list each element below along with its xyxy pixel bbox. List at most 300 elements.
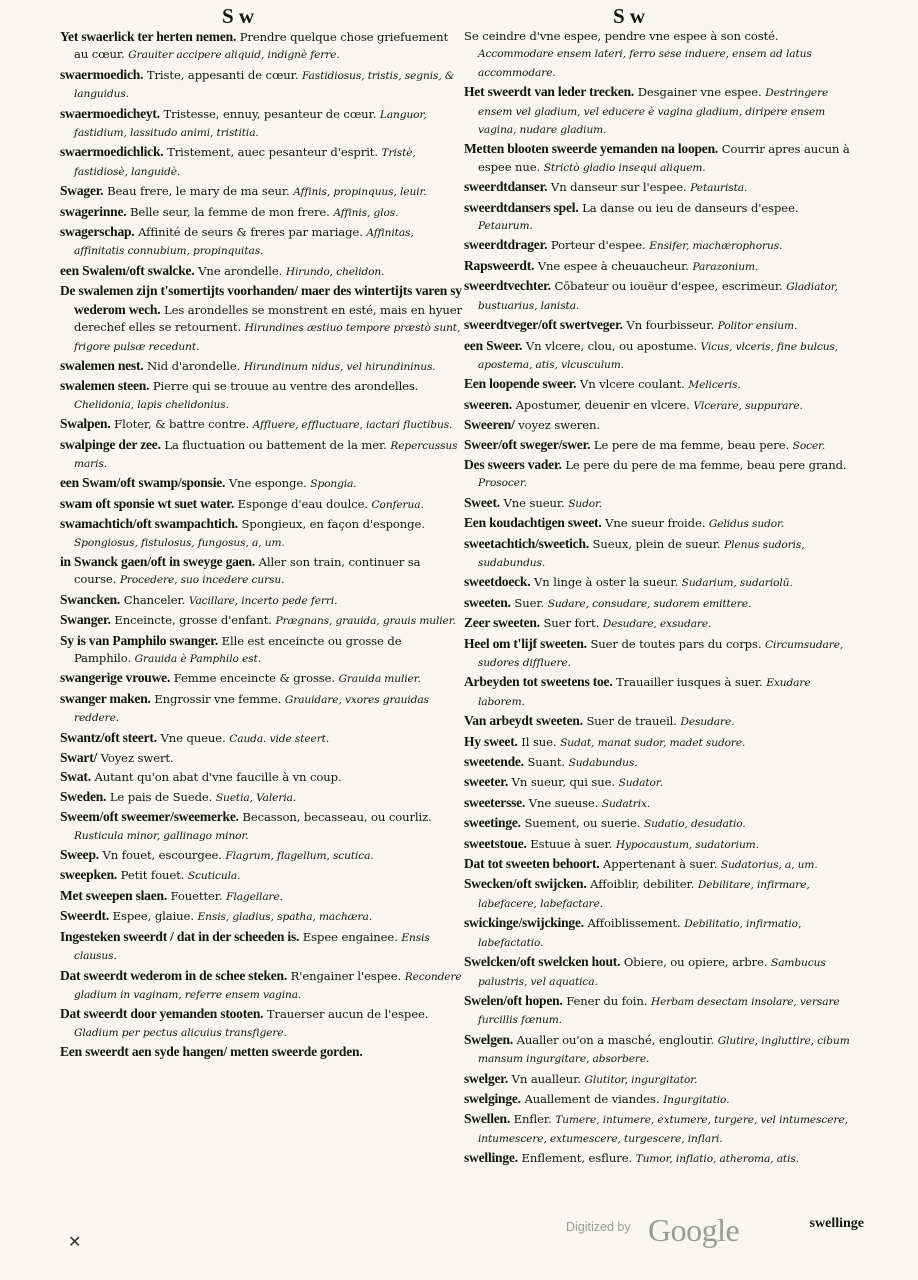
french-gloss: Le pere de ma femme, beau pere. xyxy=(593,437,790,452)
french-gloss: Chanceler. xyxy=(123,592,186,607)
french-gloss: Vne queue. xyxy=(160,730,226,745)
french-gloss: La danse ou ieu de danseurs d'espee. xyxy=(582,200,799,215)
french-gloss: Espee engainee. xyxy=(302,929,398,944)
french-gloss: Les arondelles se monstrent en esté, mais en hyuer derechef elles se retournent. xyxy=(74,302,462,335)
latin-gloss: Plenus sudoris, sudabundus. xyxy=(478,538,805,569)
french-gloss: Affoiblir, debiliter. xyxy=(590,877,695,892)
french-gloss: Vne sueur froide. xyxy=(605,516,706,531)
latin-gloss: Spongia. xyxy=(310,478,357,491)
headword: Swager. xyxy=(60,183,104,199)
latin-gloss: Gladiator, bustuarius, lanista. xyxy=(478,281,838,312)
latin-gloss: Sudare, consudare, sudorem emittere. xyxy=(547,597,752,610)
french-gloss: Espee, glaiue. xyxy=(112,909,194,924)
headword: Arbeyden tot sweetens toe. xyxy=(464,674,613,690)
latin-gloss: Affinis, propinquus, leuir. xyxy=(293,186,427,199)
dictionary-entry xyxy=(60,357,462,376)
headword: sweerdtveger/oft swertveger. xyxy=(464,317,623,333)
headword: swamachtich/oft swampachtich. xyxy=(60,516,238,532)
headword: sweeten. xyxy=(464,594,511,610)
dictionary-entry xyxy=(464,835,856,854)
dictionary-entry xyxy=(464,855,856,874)
dictionary-entry xyxy=(60,515,462,552)
latin-gloss: Hypocaustum, sudatorium. xyxy=(615,838,759,851)
headword: swagerinne. xyxy=(60,203,127,219)
french-gloss: Vn fourbisseur. xyxy=(626,318,715,333)
headword: Swancken. xyxy=(60,591,121,607)
headword: swanger maken. xyxy=(60,690,151,706)
dictionary-entry xyxy=(60,1005,462,1042)
french-gloss: Suement, ou suerie. xyxy=(524,816,641,831)
dictionary-entry xyxy=(60,66,462,104)
dictionary-entry xyxy=(464,712,856,731)
headword: Sy is van Pamphilo swanger. xyxy=(60,632,219,648)
latin-gloss: Debilitare, infirmare, labefacere, labefactare. xyxy=(478,879,810,910)
headword: Swantz/oft steert. xyxy=(60,729,157,745)
french-gloss: Fener du foin. xyxy=(566,993,648,1008)
dictionary-entry xyxy=(60,474,462,493)
headword: Des sweers vader. xyxy=(464,456,562,472)
dictionary-entry xyxy=(464,28,856,82)
french-gloss: Pierre qui se trouue au ventre des arondelles. xyxy=(152,379,419,394)
catchword: swellinge xyxy=(809,1216,864,1231)
dictionary-entry xyxy=(60,749,462,767)
headword: Rapsweerdt. xyxy=(464,257,535,273)
headword: Swelgen. xyxy=(464,1031,514,1047)
dictionary-entry xyxy=(60,28,462,65)
french-gloss: Enceincte, grosse d'enfant. xyxy=(114,613,272,628)
headword: Metten blooten sweerde yemanden na loopen. xyxy=(464,141,719,157)
headword: sweeter. xyxy=(464,774,509,790)
headword: swaermoedicheyt. xyxy=(60,105,160,121)
french-gloss: Beau frere, le mary de ma seur. xyxy=(107,184,290,199)
dictionary-entry xyxy=(464,456,856,493)
headword: Met sweepen slaen. xyxy=(60,887,168,903)
dictionary-entry xyxy=(464,199,856,236)
french-gloss: Vn aualleur. xyxy=(511,1071,581,1086)
dictionary-entry xyxy=(60,846,462,865)
headword: swangerige vrouwe. xyxy=(60,670,171,686)
latin-gloss: Prægnans, grauida, grauis mulier. xyxy=(275,615,456,628)
headword: Yet swaerlick ter herten nemen. xyxy=(60,29,237,44)
latin-gloss: Flagellare. xyxy=(226,890,283,903)
latin-gloss: Grauida è Pamphilo est. xyxy=(134,653,261,665)
headword: Heel om t'lijf sweeten. xyxy=(464,635,587,651)
french-gloss: Obiere, ou opiere, arbre. xyxy=(623,955,768,970)
french-gloss: R'engainer l'espee. xyxy=(290,968,402,983)
french-gloss: Suer de traueil. xyxy=(586,714,677,729)
headword: swellinge. xyxy=(464,1150,518,1166)
french-gloss: Vne esponge. xyxy=(228,476,307,491)
latin-gloss: Sudat, manat sudor, madet sudore. xyxy=(560,736,746,749)
dictionary-entry xyxy=(464,140,856,177)
dictionary-entry xyxy=(60,203,462,222)
headword: swaermoedichlick. xyxy=(60,144,164,160)
dictionary-entry xyxy=(464,1090,856,1109)
french-gloss: Auallement de viandes. xyxy=(524,1091,660,1106)
headword: sweetende. xyxy=(464,754,524,770)
headword: een Swam/oft swamp/sponsie. xyxy=(60,475,226,491)
right-signature: S w xyxy=(613,4,646,28)
left-signature: S w xyxy=(222,4,255,28)
headword: Hy sweet. xyxy=(464,733,518,749)
french-gloss: Vne espee à cheuaucheur. xyxy=(537,258,689,273)
dictionary-entry xyxy=(60,1043,462,1061)
french-gloss: Aller son train, continuer sa course. xyxy=(74,554,421,587)
dictionary-entry xyxy=(464,992,856,1030)
dictionary-entry xyxy=(464,914,856,952)
latin-gloss: Prosocer. xyxy=(478,477,527,490)
headword: Sweer/oft sweger/swer. xyxy=(464,436,591,452)
latin-gloss: Tumere, intumere, extumere, turgere, vel intumescere, intumescere, extumescere, turgescere, inflari. xyxy=(478,1114,848,1145)
headword: Dat sweerdt door yemanden stooten. xyxy=(60,1006,264,1022)
latin-gloss: Conferua. xyxy=(371,498,424,511)
latin-gloss: Spongiosus, fistulosus, fungosus, a, um. xyxy=(74,536,285,549)
latin-gloss: Languor, fastidium, lassitudo animi, tristitia. xyxy=(74,108,427,140)
dictionary-entry xyxy=(464,178,856,197)
french-gloss: Sueux, plein de sueur. xyxy=(592,536,721,551)
headword: Het sweerdt van leder trecken. xyxy=(464,84,635,100)
latin-gloss: Rusticula minor, gallinago minor. xyxy=(74,829,249,842)
french-gloss: Le pere du pere de ma femme, beau pere grand. xyxy=(565,457,847,472)
headword: Een koudachtigen sweet. xyxy=(464,515,602,531)
latin-gloss: Petaurum. xyxy=(478,220,533,233)
french-gloss: Porteur d'espee. xyxy=(550,238,646,253)
dictionary-entry xyxy=(60,591,462,610)
headword: Een sweerdt aen syde hangen/ metten sweerde gorden. xyxy=(60,1044,363,1060)
headword: Sweden. xyxy=(60,788,107,804)
headword: Swellen. xyxy=(464,1111,511,1127)
latin-gloss: Affinitas, affinitatis connubium, propinquitas. xyxy=(74,227,414,258)
dictionary-entry xyxy=(464,875,856,913)
headword: swickinge/swijckinge. xyxy=(464,915,584,931)
headword: sweepken. xyxy=(60,867,118,883)
french-gloss: Becasson, becasseau, ou courliz. xyxy=(242,810,432,825)
latin-gloss: Debilitatio, infirmatio, labefactatio. xyxy=(478,918,802,949)
dictionary-entry xyxy=(60,669,462,688)
headword: een Swalem/oft swalcke. xyxy=(60,262,195,278)
dictionary-entry xyxy=(464,83,856,139)
dictionary-entry xyxy=(464,316,856,335)
dictionary-entry xyxy=(464,236,856,255)
french-gloss: Enfler. xyxy=(513,1112,552,1127)
latin-gloss: Sambucus palustris, vel aquatica. xyxy=(478,957,826,988)
dictionary-entry xyxy=(60,105,462,143)
latin-gloss: Suetia, Valeria. xyxy=(215,791,297,804)
dictionary-entry xyxy=(60,866,462,885)
french-gloss: Tristesse, ennuy, pesanteur de cœur. xyxy=(163,106,377,121)
french-gloss: Floter, & battre contre. xyxy=(114,417,250,432)
dictionary-entry xyxy=(464,416,856,434)
french-gloss: Vn sueur, qui sue. xyxy=(511,775,615,790)
latin-gloss: Hirundines æstiuo tempore præstò sunt, frigore pulsæ recedunt. xyxy=(74,322,461,353)
dictionary-entry xyxy=(60,611,462,630)
french-gloss: Vn vlcere coulant. xyxy=(579,377,685,392)
headword: in Swanck gaen/oft in sweyge gaen. xyxy=(60,553,255,569)
dictionary-entry xyxy=(464,635,856,673)
french-gloss: Voyez swert. xyxy=(100,751,174,766)
latin-gloss: Desudare. xyxy=(680,716,735,729)
latin-gloss: Ingurgitatio. xyxy=(663,1093,730,1106)
french-gloss: Vn vlcere, clou, ou apostume. xyxy=(525,338,697,353)
dictionary-entry xyxy=(464,375,856,394)
latin-gloss: Tumor, inflatio, atheroma, atis. xyxy=(635,1153,799,1166)
dictionary-entry xyxy=(464,594,856,613)
latin-gloss: Glutitor, ingurgitator. xyxy=(584,1073,698,1086)
headword: Sweep. xyxy=(60,847,99,863)
headword: Sweem/oft sweemer/sweemerke. xyxy=(60,809,239,825)
margin-mark: ✕ xyxy=(68,1232,82,1251)
latin-gloss: Chelidonia, lapis chelidonius. xyxy=(74,398,229,411)
latin-gloss: Socer. xyxy=(792,439,826,452)
latin-gloss: Sudatrix. xyxy=(601,797,651,810)
digitized-by-label: Digitized by xyxy=(566,1220,631,1234)
latin-gloss: Grauida mulier. xyxy=(338,673,421,686)
headword: sweerdtdrager. xyxy=(464,237,548,253)
headword: Swelcken/oft swelcken hout. xyxy=(464,954,621,970)
right-column xyxy=(464,28,856,1170)
french-gloss: Suant. xyxy=(527,755,565,770)
dictionary-entry xyxy=(60,928,462,966)
latin-gloss: Desudare, exsudare. xyxy=(602,618,712,631)
latin-gloss: Vicus, vlceris, fine bulcus, apostema, atis, vlcusculum. xyxy=(478,340,839,371)
latin-gloss: Herbam desectam insolare, versare furcillis fœnum. xyxy=(478,995,840,1027)
french-gloss: Fouetter. xyxy=(170,888,223,903)
dictionary-entry xyxy=(464,337,856,375)
latin-gloss: Destringere ensem vel gladium, vel educere è vagina gladium, diripere ensem vagina, nudare gladium. xyxy=(478,87,829,137)
headword: swelginge. xyxy=(464,1090,521,1106)
headword: Swat. xyxy=(60,769,91,785)
latin-gloss: Exudare laborem. xyxy=(478,677,811,708)
french-gloss: Nid d'arondelle. xyxy=(147,358,241,373)
french-gloss: Elle est enceincte ou grosse de Pamphilo. xyxy=(74,633,402,665)
latin-gloss: Gelidus sudor. xyxy=(708,518,785,531)
french-gloss: Trauerser aucun de l'espee. xyxy=(266,1007,429,1022)
latin-gloss: Affinis, glos. xyxy=(333,206,399,219)
headword: Van arbeydt sweeten. xyxy=(464,713,583,729)
french-gloss: Estuue à suer. xyxy=(530,836,613,851)
headword: De swalemen zijn t'somertijts voorhanden/ maer des wintertijts varen sy wederom wech. xyxy=(60,283,462,317)
latin-gloss: Parazonium. xyxy=(692,260,759,273)
headword: Swecken/oft swijcken. xyxy=(464,876,587,892)
headword: sweetdoeck. xyxy=(464,574,531,590)
latin-gloss: Strictò gladio insequi aliquem. xyxy=(543,161,706,174)
french-gloss: Engrossir vne femme. xyxy=(154,691,282,706)
french-gloss: La fluctuation ou battement de la mer. xyxy=(164,437,387,452)
french-gloss: Affinité de seurs & freres par mariage. xyxy=(138,225,363,240)
headword: een Sweer. xyxy=(464,337,523,353)
dictionary-entry xyxy=(464,573,856,592)
headword: Swart/ xyxy=(60,750,98,766)
french-gloss: Vne sueur. xyxy=(503,495,565,510)
french-gloss: Femme enceincte & grosse. xyxy=(173,671,335,686)
dictionary-entry xyxy=(464,753,856,772)
french-gloss: Suer de toutes pars du corps. xyxy=(590,636,762,651)
dictionary-entry xyxy=(464,494,856,513)
latin-gloss: Hirundinum nidus, vel hirundininus. xyxy=(243,360,436,373)
dictionary-entry xyxy=(60,887,462,906)
headword: sweeren. xyxy=(464,396,513,412)
headword: swalemen steen. xyxy=(60,378,150,394)
left-column xyxy=(60,28,462,1063)
dictionary-entry xyxy=(60,262,462,281)
french-gloss: Affoiblissement. xyxy=(587,916,681,931)
headword: swaermoedich. xyxy=(60,66,144,82)
headword: swalemen nest. xyxy=(60,357,144,373)
headword: swalpinge der zee. xyxy=(60,436,161,452)
latin-gloss: Fastidiosus, tristis, segnis, & languidus. xyxy=(74,69,455,101)
french-gloss: Courrir apres aucun à espee nue. xyxy=(478,142,850,174)
french-gloss: Vne arondelle. xyxy=(198,263,283,278)
dictionary-entry xyxy=(464,814,856,833)
dictionary-entry xyxy=(60,553,462,590)
dictionary-entry xyxy=(464,614,856,633)
dictionary-entry xyxy=(60,143,462,181)
latin-gloss: Accommodare ensem lateri, ferro sese induere, ensem ad latus accommodare. xyxy=(478,48,812,79)
dictionary-entry xyxy=(464,1070,856,1089)
headword: sweerdtdanser. xyxy=(464,179,548,195)
google-watermark: Google xyxy=(648,1212,740,1248)
french-gloss: Suer. xyxy=(514,595,545,610)
headword: Zeer sweeten. xyxy=(464,615,540,631)
headword: Swanger. xyxy=(60,612,111,628)
headword: Swelen/oft hopen. xyxy=(464,992,563,1008)
french-gloss: Aualler ou'on a masché, engloutir. xyxy=(516,1032,715,1047)
page-header xyxy=(0,4,918,30)
dictionary-entry xyxy=(464,277,856,315)
dictionary-entry xyxy=(464,514,856,533)
latin-gloss: Petaurista. xyxy=(690,182,748,195)
dictionary-entry xyxy=(60,729,462,748)
latin-gloss: Procedere, suo incedere cursu. xyxy=(119,574,285,587)
dictionary-entry xyxy=(464,535,856,573)
dictionary-entry xyxy=(464,773,856,792)
headword: sweetinge. xyxy=(464,815,521,831)
dictionary-entry xyxy=(60,436,462,474)
dictionary-entry xyxy=(60,690,462,728)
latin-gloss: Meliceris. xyxy=(688,379,741,392)
french-gloss: Spongieux, en façon d'esponge. xyxy=(241,517,425,532)
french-gloss: Appertenant à suer. xyxy=(603,857,718,872)
latin-gloss: Grauidare, vxores grauidas reddere. xyxy=(74,693,429,725)
latin-gloss: Recondere gladium in vaginam, referre ensem vagina. xyxy=(74,970,462,1001)
latin-gloss: Ensis clausus. xyxy=(74,931,430,963)
latin-gloss: Flagrum, flagellum, scutica. xyxy=(225,850,374,863)
dictionary-entry xyxy=(464,1149,856,1168)
latin-gloss: Grauiter accipere aliquid, indignè ferre. xyxy=(128,49,340,62)
latin-gloss: Gladium per pectus alicuius transfigere. xyxy=(74,1026,287,1039)
headword: swagerschap. xyxy=(60,224,135,240)
dictionary-entry xyxy=(60,907,462,926)
latin-gloss: Repercussus maris. xyxy=(74,439,458,470)
latin-gloss: Scuticula. xyxy=(187,870,241,883)
dictionary-entry xyxy=(464,396,856,415)
dictionary-entry xyxy=(464,794,856,813)
latin-gloss: Sudarium, sudariolū. xyxy=(681,577,793,590)
dictionary-entry xyxy=(464,436,856,455)
dictionary-entry xyxy=(464,1110,856,1148)
latin-gloss: Tristè, fastidiosè, languidè. xyxy=(74,147,416,178)
french-gloss: Trauailler iusques à suer. xyxy=(616,675,763,690)
latin-gloss: Cauda. vide steert. xyxy=(229,732,330,745)
french-gloss: Se ceindre d'vne espee, pendre vne espee à son costé. xyxy=(464,29,779,43)
dictionary-entry xyxy=(60,282,462,356)
dictionary-entry xyxy=(60,495,462,514)
french-gloss: Belle seur, la femme de mon frere. xyxy=(130,204,330,219)
french-gloss: Autant qu'on abat d'vne faucille à vn coup. xyxy=(94,770,342,785)
dictionary-entry xyxy=(464,1031,856,1069)
headword: sweerdtdansers spel. xyxy=(464,199,579,215)
headword: sweetachtich/sweetich. xyxy=(464,535,589,551)
headword: Swalpen. xyxy=(60,416,111,432)
french-gloss: Il sue. xyxy=(521,734,557,749)
latin-gloss: Sudatio, desudatio. xyxy=(643,818,746,831)
latin-gloss: Politor ensium. xyxy=(717,320,798,333)
headword: Een loopende sweer. xyxy=(464,376,577,392)
dictionary-entry xyxy=(60,632,462,669)
french-gloss: Vn danseur sur l'espee. xyxy=(550,180,687,195)
dictionary-entry xyxy=(60,788,462,807)
dictionary-entry xyxy=(464,257,856,276)
french-gloss: Vn fouet, escourgee. xyxy=(102,848,222,863)
latin-gloss: Glutire, ingluttire, cibum mansum ingurgitare, absorbere. xyxy=(478,1034,850,1066)
french-gloss: Esponge d'eau doulce. xyxy=(237,496,368,511)
latin-gloss: Sudatorius, a, um. xyxy=(720,859,818,872)
french-gloss: Apostumer, deuenir en vlcere. xyxy=(515,397,690,412)
dictionary-entry xyxy=(60,182,462,201)
french-gloss: Vn linge à oster la sueur. xyxy=(534,575,679,590)
latin-gloss: Vacillare, incerto pede ferri. xyxy=(188,594,338,607)
headword: Sweeren/ xyxy=(464,417,515,433)
french-gloss: Prendre quelque chose griefuement au cœur. xyxy=(74,30,449,62)
dictionary-entry xyxy=(60,415,462,434)
headword: swelger. xyxy=(464,1070,509,1086)
french-gloss: Le pais de Suede. xyxy=(109,789,213,804)
latin-gloss: Ensifer, machærophorus. xyxy=(649,240,783,253)
dictionary-entry xyxy=(464,733,856,752)
headword: sweetersse. xyxy=(464,794,526,810)
french-gloss: Vne sueuse. xyxy=(528,795,599,810)
dictionary-entry xyxy=(464,953,856,991)
latin-gloss: Circumsudare, sudores diffluere. xyxy=(478,638,844,669)
dictionary-entry xyxy=(60,967,462,1005)
latin-gloss: Sudor. xyxy=(568,497,603,510)
dictionary-entry xyxy=(60,377,462,414)
dictionary-entry xyxy=(60,808,462,845)
french-gloss: Desgainer vne espee. xyxy=(637,85,762,100)
dictionary-entry xyxy=(60,223,462,261)
latin-gloss: Ensis, gladius, spatha, machæra. xyxy=(197,911,372,924)
headword: Sweet. xyxy=(464,494,500,510)
french-gloss: voyez sweren. xyxy=(518,418,600,433)
headword: Sweerdt. xyxy=(60,908,110,924)
french-gloss: Suer fort. xyxy=(543,616,600,631)
dictionary-entry xyxy=(464,673,856,711)
headword: swam oft sponsie wt suet water. xyxy=(60,495,235,511)
french-gloss: Cōbateur ou iouëur d'espee, escrimeur. xyxy=(554,279,783,294)
french-gloss: Triste, appesanti de cœur. xyxy=(146,67,299,82)
headword: Ingesteken sweerdt / dat in der scheeden is. xyxy=(60,928,300,944)
french-gloss: Tristement, auec pesanteur d'esprit. xyxy=(167,145,378,160)
french-gloss: Enflement, esflure. xyxy=(521,1151,633,1166)
headword: Dat tot sweeten behoort. xyxy=(464,856,600,872)
dictionary-entry xyxy=(60,768,462,786)
french-gloss: Petit fouet. xyxy=(120,868,185,883)
latin-gloss: Affluere, effluctuare, iactari fluctibus. xyxy=(252,419,453,432)
latin-gloss: Hirundo, chelidon. xyxy=(285,265,385,278)
headword: Dat sweerdt wederom in de schee steken. xyxy=(60,967,288,983)
latin-gloss: Sudabundus. xyxy=(568,757,638,770)
headword: sweerdtvechter. xyxy=(464,278,551,294)
